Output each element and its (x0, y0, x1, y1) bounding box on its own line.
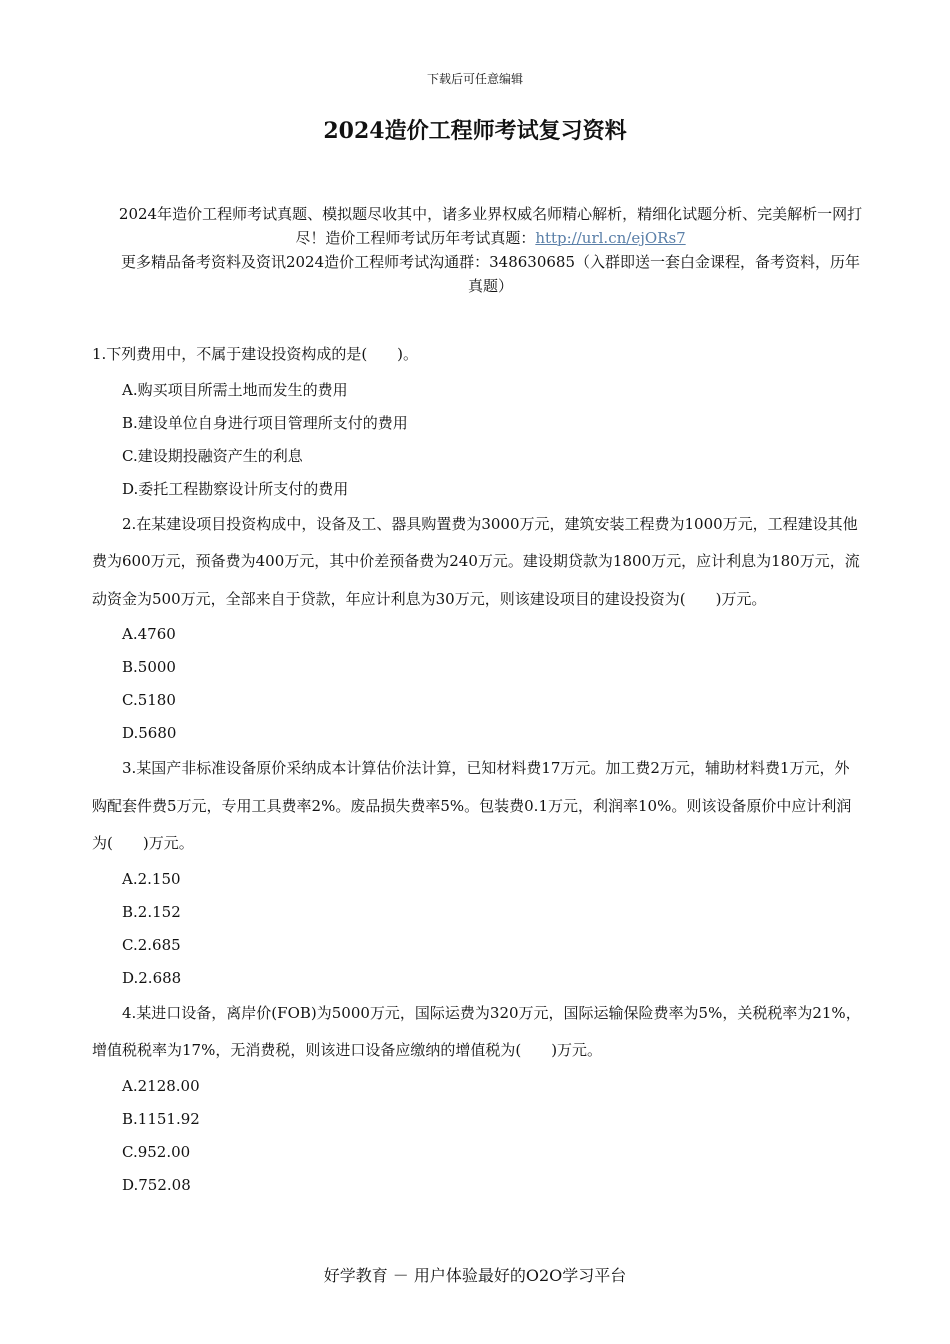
option-d: D.5680 (122, 724, 177, 742)
option-c: C.952.00 (122, 1142, 191, 1161)
option-b: B.2.152 (122, 902, 181, 921)
question-stem: 3.某国产非标准设备原价采纳成本计算估价法计算，已知材料费17万元。加工费2万元，辅助材料费1万元，外购配套件费5万元，专用工具费率2%。废品损失费率5%。包装费0.1万元，利润率10%。则该设备原价中应计利润为( )万元。 (92, 759, 852, 852)
intro-paragraph (118, 202, 863, 250)
question-stem: 1.下列费用中，不属于建设投资构成的是( )。 (92, 345, 419, 363)
option-b: B.5000 (122, 658, 176, 676)
option-c: C.5180 (122, 691, 176, 709)
option-b: B.建设单位自身进行项目管理所支付的费用 (122, 413, 408, 432)
question-stem: 4.某进口设备，离岸价(FOB)为5000万元，国际运费为320万元，国际运输保险费率为5%，关税税率为21%，增值税税率为17%，无消费税，则该进口设备应缴纳的增值税为( )万元。 (92, 1003, 861, 1059)
question-stem: 2.在某建设项目投资构成中，设备及工、器具购置费为3000万元，建筑安装工程费为1000万元，工程建设其他费为600万元，预备费为400万元，其中价差预备费为240万元。建设期贷款为1800万元，应计利息为180万元，流动资金为500万元，全部来自于贷款，年应计利息为30万元，则该建设项目的建设投资为( )万元。 (92, 514, 860, 608)
option-b: B.1151.92 (122, 1109, 200, 1128)
page-footer: 好学教育 － 用户体验最好的O2O学习平台 (323, 1266, 627, 1285)
question-4 (92, 995, 862, 1202)
question-list (92, 336, 862, 1202)
question-2 (92, 506, 862, 751)
option-a: A.4760 (122, 625, 176, 643)
option-c: C.2.685 (122, 935, 181, 954)
option-a: A.2.150 (122, 869, 181, 888)
option-a: A.购买项目所需土地而发生的费用 (122, 380, 348, 399)
intro-text: 2024年造价工程师考试真题、模拟题尽收其中，诸多业界权威名师精心解析，精细化试题分析、完美解析一网打尽！造价工程师考试历年考试真题： (118, 205, 863, 247)
exam-link[interactable]: http://url.cn/ejORs7 (535, 229, 686, 247)
document-title: 2024造价工程师考试复习资料 (323, 118, 627, 144)
question-3 (92, 750, 862, 995)
option-c: C.建设期投融资产生的利息 (122, 446, 303, 465)
header-note: 下载后可任意编辑 (426, 72, 523, 86)
option-a: A.2128.00 (122, 1076, 200, 1095)
question-1 (92, 336, 862, 506)
intro-group-info: 更多精品备考资料及资讯2024造价工程师考试沟通群：348630685（入群即送一套白金课程，备考资料，历年真题） (120, 253, 861, 295)
option-d: D.2.688 (122, 968, 182, 987)
option-d: D.委托工程勘察设计所支付的费用 (122, 479, 349, 498)
option-d: D.752.08 (122, 1175, 191, 1194)
intro-block (118, 202, 863, 298)
